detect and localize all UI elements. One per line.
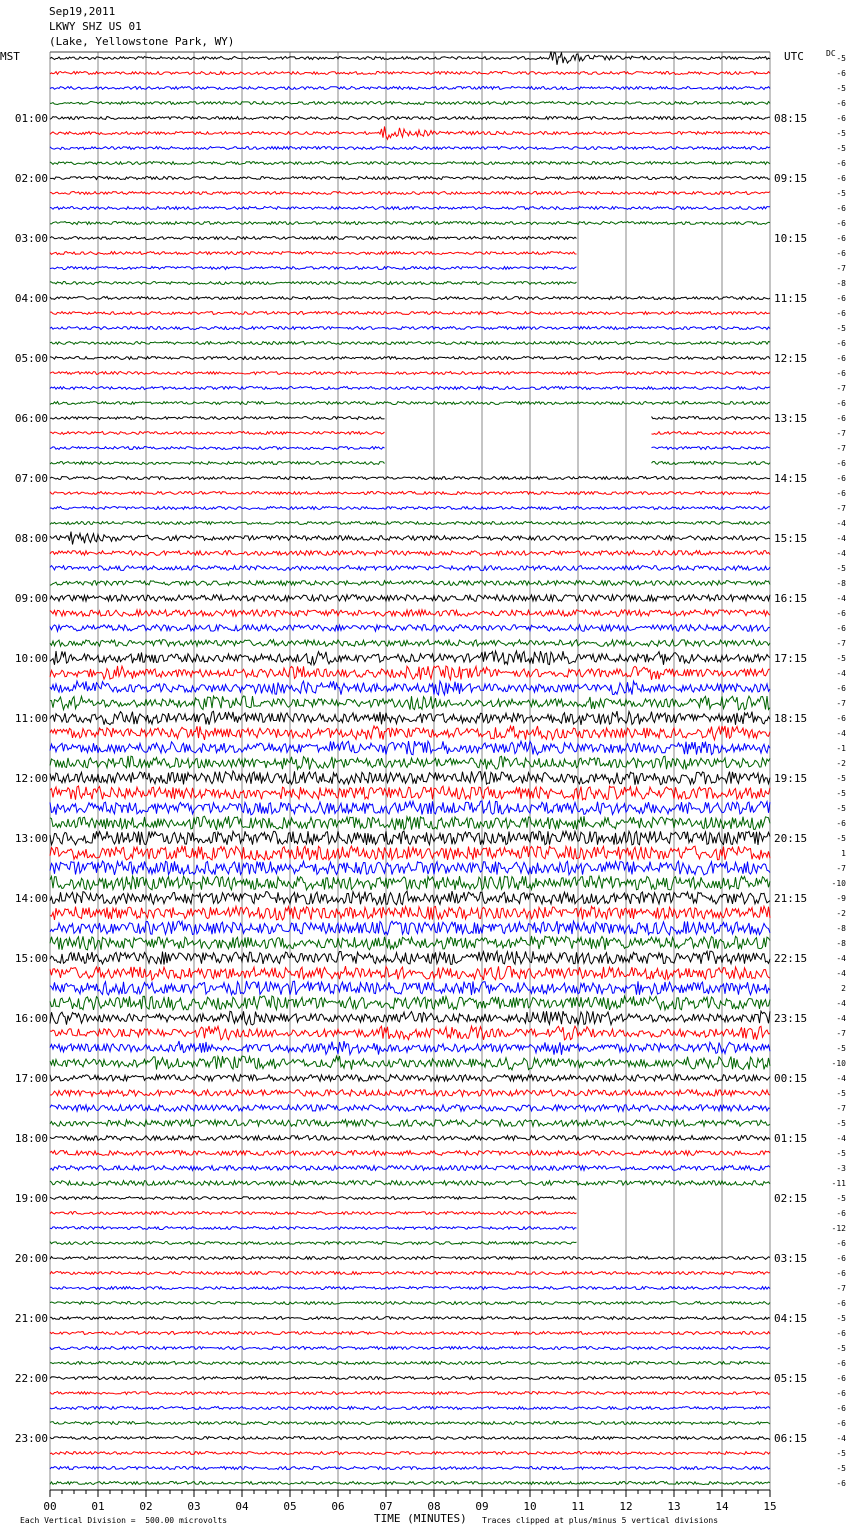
left-hour-label: 04:00 [14, 292, 48, 305]
dc-offset-label: -2 [836, 909, 846, 918]
trace-line [50, 1257, 770, 1260]
dc-offset-label: -6 [836, 1269, 846, 1278]
left-hour-label: 21:00 [14, 1312, 48, 1325]
trace-line [50, 492, 770, 495]
left-hour-label: 23:00 [14, 1432, 48, 1445]
dc-offset-label: 1 [841, 849, 846, 858]
dc-offset-label: -6 [836, 1239, 846, 1248]
trace-line [50, 876, 770, 890]
trace-line [50, 681, 770, 695]
right-hour-label: 06:15 [774, 1432, 808, 1445]
dc-offset-label: -5 [836, 1194, 846, 1203]
dc-offset-label: -6 [836, 819, 846, 828]
dc-offset-label: -8 [836, 924, 846, 933]
left-hour-label: 07:00 [14, 472, 48, 485]
x-tick-label: 07 [379, 1500, 393, 1513]
trace-line [50, 1422, 770, 1425]
trace-line [50, 147, 770, 150]
left-hour-label: 12:00 [14, 772, 48, 785]
trace-line [50, 237, 577, 240]
right-hour-label: 12:15 [774, 352, 808, 365]
trace-line [50, 1166, 770, 1171]
trace-line [50, 1437, 770, 1440]
trace-line [50, 1392, 770, 1395]
right-hour-label: 20:15 [774, 832, 808, 845]
dc-offset-label: -6 [836, 1329, 846, 1338]
x-tick-label: 05 [283, 1500, 297, 1513]
station-code: LKWY SHZ US 01 [49, 20, 142, 33]
dc-offset-label: -7 [836, 429, 846, 438]
trace-line [50, 551, 770, 556]
x-tick-label: 02 [139, 1500, 153, 1513]
left-hour-label: 14:00 [14, 892, 48, 905]
dc-offset-label: -5 [836, 564, 846, 573]
dc-offset-label: -7 [836, 1284, 846, 1293]
dc-offset-label: -6 [836, 459, 846, 468]
dc-offset-label: -6 [836, 624, 846, 633]
dc-offset-label: -7 [836, 864, 846, 873]
dc-offset-label: -7 [836, 699, 846, 708]
trace-line [50, 1407, 770, 1410]
dc-offset-label: -4 [836, 519, 846, 528]
trace-line [50, 861, 770, 875]
dc-offset-label: -8 [836, 579, 846, 588]
x-tick-label: 15 [763, 1500, 777, 1513]
dc-offset-label: -6 [836, 1299, 846, 1308]
trace-line [50, 936, 770, 950]
trace-line [50, 52, 770, 65]
dc-offset-label: -7 [836, 444, 846, 453]
right-hour-label: 11:15 [774, 292, 808, 305]
dc-offset-label: -6 [836, 1359, 846, 1368]
trace-line [50, 127, 770, 140]
dc-offset-label: -6 [836, 204, 846, 213]
dc-offset-label: -5 [836, 1344, 846, 1353]
dc-offset-label: -6 [836, 684, 846, 693]
x-tick-label: 12 [619, 1500, 633, 1513]
trace-line [50, 816, 770, 830]
dc-offset-label: -5 [836, 1449, 846, 1458]
dc-offset-label: -5 [836, 1044, 846, 1053]
x-tick-label: 10 [523, 1500, 537, 1513]
dc-offset-label: -6 [836, 294, 846, 303]
right-timezone-label: UTC [784, 50, 804, 63]
trace-line [50, 846, 770, 860]
dc-offset-label: -4 [836, 969, 846, 978]
dc-offset-label: -8 [836, 939, 846, 948]
left-hour-label: 03:00 [14, 232, 48, 245]
dc-offset-label: -9 [836, 894, 846, 903]
trace-line [50, 741, 770, 755]
trace-line [50, 1227, 577, 1230]
trace-line [50, 192, 770, 195]
dc-offset-label: -5 [836, 84, 846, 93]
trace-line [50, 726, 770, 740]
left-hour-label: 13:00 [14, 832, 48, 845]
right-hour-label: 00:15 [774, 1072, 808, 1085]
trace-line [50, 625, 770, 632]
trace-line [50, 342, 770, 345]
trace-line [50, 117, 770, 120]
trace-line [50, 1302, 770, 1305]
dc-offset-label: -5 [836, 789, 846, 798]
trace-line [50, 312, 770, 315]
dc-offset-label: -7 [836, 1029, 846, 1038]
dc-offset-label: -4 [836, 999, 846, 1008]
left-hour-label: 22:00 [14, 1372, 48, 1385]
dc-offset-label: -4 [836, 1434, 846, 1443]
dc-offset-label: -5 [836, 1314, 846, 1323]
dc-offset-label: -6 [836, 1209, 846, 1218]
trace-line [50, 532, 770, 545]
x-tick-label: 11 [571, 1500, 585, 1513]
dc-offset-label: -6 [836, 1389, 846, 1398]
trace-line [50, 801, 770, 815]
right-hour-label: 08:15 [774, 112, 808, 125]
dc-offset-label: -5 [836, 324, 846, 333]
trace-line [50, 640, 770, 647]
right-hour-label: 14:15 [774, 472, 808, 485]
dc-offset-label: -7 [836, 264, 846, 273]
trace-line [50, 1332, 770, 1335]
trace-line [50, 651, 770, 665]
x-tick-label: 04 [235, 1500, 249, 1513]
dc-offset-label: -6 [836, 234, 846, 243]
dc-offset-label: -6 [836, 1419, 846, 1428]
trace-line [50, 207, 770, 210]
trace-line [50, 462, 770, 465]
right-hour-label: 01:15 [774, 1132, 808, 1145]
trace-line [50, 417, 770, 420]
trace-line [50, 507, 770, 510]
left-hour-label: 01:00 [14, 112, 48, 125]
scale-note: Each Vertical Division = 500.00 microvolts [20, 1516, 228, 1525]
trace-line [50, 1011, 770, 1025]
right-hour-label: 18:15 [774, 712, 808, 725]
dc-offset-label: 2 [841, 984, 846, 993]
dc-offset-label: -4 [836, 1014, 846, 1023]
dc-label: DC [826, 49, 836, 58]
dc-offset-label: -4 [836, 1074, 846, 1083]
dc-offset-label: -6 [836, 219, 846, 228]
dc-offset-label: -6 [836, 1254, 846, 1263]
dc-offset-label: -2 [836, 759, 846, 768]
dc-offset-label: -6 [836, 1479, 846, 1488]
trace-line [50, 1026, 770, 1040]
trace-line [50, 996, 770, 1010]
trace-line [50, 87, 770, 90]
trace-line [50, 402, 770, 405]
left-hour-label: 09:00 [14, 592, 48, 605]
trace-line [50, 711, 770, 725]
trace-line [50, 282, 577, 285]
dc-offset-label: -6 [836, 309, 846, 318]
dc-offset-label: -5 [836, 189, 846, 198]
right-hour-label: 22:15 [774, 952, 808, 965]
trace-line [50, 921, 770, 935]
left-hour-label: 17:00 [14, 1072, 48, 1085]
dc-offset-label: -6 [836, 1374, 846, 1383]
trace-line [50, 1090, 770, 1097]
dc-offset-label: -5 [836, 1464, 846, 1473]
dc-offset-label: -1 [836, 744, 846, 753]
dc-offset-label: -8 [836, 279, 846, 288]
trace-line [50, 951, 770, 964]
dc-offset-label: -6 [836, 369, 846, 378]
trace-line [50, 252, 577, 255]
dc-offset-label: -4 [836, 954, 846, 963]
dc-offset-label: -6 [836, 414, 846, 423]
dc-offset-label: -6 [836, 114, 846, 123]
right-hour-label: 04:15 [774, 1312, 808, 1325]
dc-offset-label: -4 [836, 534, 846, 543]
trace-line [50, 566, 770, 571]
dc-offset-label: -10 [831, 1059, 846, 1068]
dc-offset-label: -5 [836, 1149, 846, 1158]
dc-offset-label: -6 [836, 1404, 846, 1413]
dc-offset-label: -6 [836, 249, 846, 258]
clip-note: Traces clipped at plus/minus 5 vertical divisions [482, 1516, 719, 1525]
trace-line [50, 297, 770, 300]
dc-offset-label: -4 [836, 1134, 846, 1143]
trace-line [50, 102, 770, 105]
trace-line [50, 1317, 770, 1320]
dc-offset-label: -6 [836, 339, 846, 348]
left-hour-label: 11:00 [14, 712, 48, 725]
x-tick-label: 03 [187, 1500, 201, 1513]
dc-offset-label: -4 [836, 669, 846, 678]
trace-line [50, 696, 770, 710]
right-hour-label: 13:15 [774, 412, 808, 425]
dc-offset-label: -5 [836, 834, 846, 843]
trace-line [50, 1136, 770, 1141]
dc-offset-label: -7 [836, 504, 846, 513]
trace-line [50, 1105, 770, 1112]
trace-line [50, 666, 770, 680]
dc-offset-label: -7 [836, 1104, 846, 1113]
right-hour-label: 02:15 [774, 1192, 808, 1205]
trace-line [50, 1467, 770, 1470]
dc-offset-label: -6 [836, 159, 846, 168]
left-hour-label: 10:00 [14, 652, 48, 665]
dc-offset-label: -6 [836, 69, 846, 78]
dc-offset-label: -6 [836, 474, 846, 483]
trace-line [50, 771, 770, 785]
right-hour-label: 09:15 [774, 172, 808, 185]
dc-offset-label: -6 [836, 174, 846, 183]
trace-line [50, 756, 770, 770]
dc-offset-label: -5 [836, 804, 846, 813]
trace-line [50, 610, 770, 617]
trace-line [50, 357, 770, 360]
right-hour-label: 23:15 [774, 1012, 808, 1025]
trace-line [50, 162, 770, 165]
trace-line [50, 372, 770, 375]
right-hour-label: 19:15 [774, 772, 808, 785]
left-hour-label: 20:00 [14, 1252, 48, 1265]
dc-offset-label: -6 [836, 99, 846, 108]
x-tick-label: 00 [43, 1500, 57, 1513]
trace-line [50, 1242, 577, 1245]
dc-offset-label: -5 [836, 129, 846, 138]
trace-line [50, 1347, 770, 1350]
trace-group [50, 52, 770, 1485]
trace-line [50, 447, 770, 450]
dc-offset-label: -6 [836, 489, 846, 498]
x-tick-label: 13 [667, 1500, 681, 1513]
station-location: (Lake, Yellowstone Park, WY) [49, 35, 235, 48]
dc-offset-label: -5 [836, 654, 846, 663]
x-tick-label: 01 [91, 1500, 105, 1513]
trace-line [50, 981, 770, 995]
trace-line [50, 432, 770, 435]
trace-line [50, 595, 770, 602]
trace-line [50, 966, 770, 980]
trace-line [50, 477, 770, 480]
trace-line [50, 1377, 770, 1380]
trace-line [50, 786, 770, 800]
trace-line [50, 1362, 770, 1365]
left-hour-label: 18:00 [14, 1132, 48, 1145]
x-tick-label: 09 [475, 1500, 489, 1513]
dc-offset-label: -4 [836, 594, 846, 603]
dc-offset-label: -5 [836, 54, 846, 63]
right-hour-label: 05:15 [774, 1372, 808, 1385]
trace-line [50, 1041, 770, 1055]
left-hour-label: 15:00 [14, 952, 48, 965]
trace-line [50, 1120, 770, 1127]
dc-offset-label: -5 [836, 1119, 846, 1128]
trace-line [50, 906, 770, 920]
trace-line [50, 1287, 770, 1290]
dc-offset-label: -6 [836, 354, 846, 363]
trace-line [50, 581, 770, 586]
left-hour-label: 16:00 [14, 1012, 48, 1025]
left-hour-label: 19:00 [14, 1192, 48, 1205]
trace-line [50, 327, 770, 330]
trace-line [50, 522, 770, 525]
left-hour-label: 02:00 [14, 172, 48, 185]
right-hour-label: 16:15 [774, 592, 808, 605]
trace-line [50, 72, 770, 75]
right-hour-label: 21:15 [774, 892, 808, 905]
trace-line [50, 267, 577, 270]
trace-line [50, 1452, 770, 1455]
trace-line [50, 1212, 577, 1215]
left-timezone-label: MST [0, 50, 20, 63]
trace-line [50, 177, 770, 180]
x-tick-label: 06 [331, 1500, 345, 1513]
plot-date: Sep19,2011 [49, 5, 116, 18]
right-hour-label: 15:15 [774, 532, 808, 545]
trace-line [50, 387, 770, 390]
axis-labels [15, 54, 846, 1513]
dc-offset-label: -6 [836, 714, 846, 723]
dc-offset-label: -4 [836, 729, 846, 738]
left-hour-label: 06:00 [14, 412, 48, 425]
trace-line [50, 831, 770, 845]
dc-offset-label: -5 [836, 144, 846, 153]
trace-line [50, 1482, 770, 1485]
right-hour-label: 03:15 [774, 1252, 808, 1265]
left-hour-label: 05:00 [14, 352, 48, 365]
left-hour-label: 08:00 [14, 532, 48, 545]
dc-offset-label: -7 [836, 639, 846, 648]
right-hour-label: 17:15 [774, 652, 808, 665]
dc-offset-label: -6 [836, 609, 846, 618]
dc-offset-label: -7 [836, 384, 846, 393]
dc-offset-label: -12 [831, 1224, 846, 1233]
dc-offset-label: -10 [831, 879, 846, 888]
dc-offset-label: -11 [831, 1179, 846, 1188]
trace-line [50, 1056, 770, 1070]
trace-line [50, 1181, 770, 1186]
x-tick-label: 14 [715, 1500, 729, 1513]
dc-offset-label: -5 [836, 1089, 846, 1098]
dc-offset-label: -3 [836, 1164, 846, 1173]
trace-line [50, 222, 770, 225]
trace-line [50, 1075, 770, 1082]
trace-line [50, 891, 770, 905]
right-hour-label: 10:15 [774, 232, 808, 245]
trace-line [50, 1197, 577, 1200]
x-axis-title: TIME (MINUTES) [374, 1512, 467, 1525]
x-tick-label: 08 [427, 1500, 441, 1513]
dc-offset-label: -5 [836, 774, 846, 783]
dc-offset-label: -4 [836, 549, 846, 558]
dc-offset-label: -6 [836, 399, 846, 408]
trace-line [50, 1272, 770, 1275]
trace-line [50, 1151, 770, 1156]
